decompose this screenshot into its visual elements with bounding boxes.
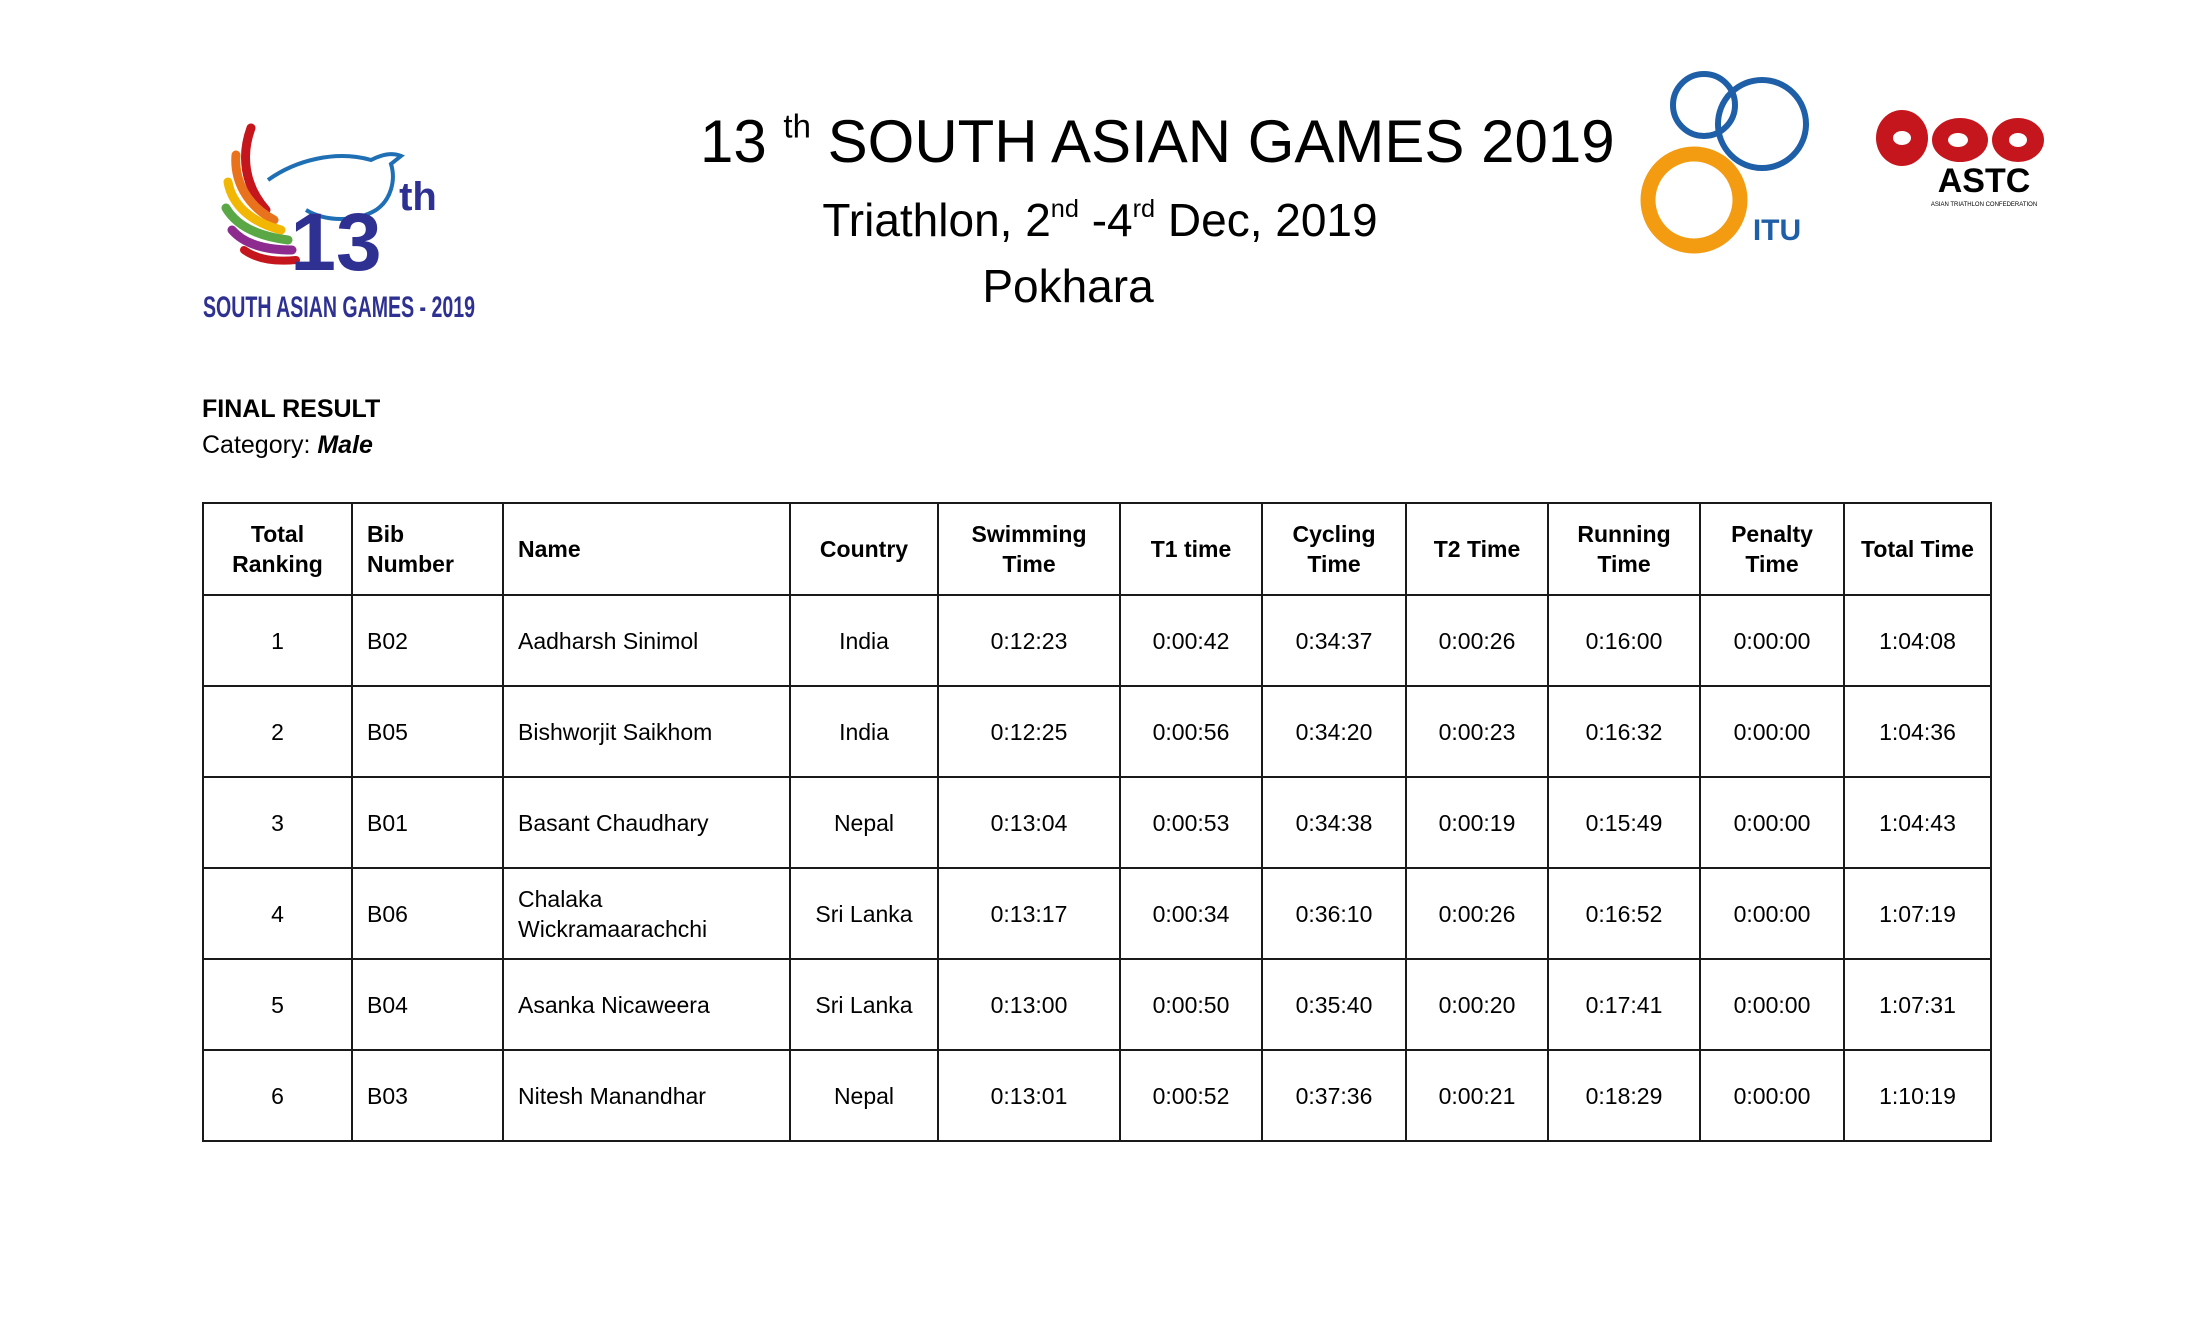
name-cell <box>503 868 790 959</box>
athlete-name-line: Chalaka <box>518 885 603 912</box>
table-row <box>203 777 1991 868</box>
rank-cell: 5 <box>203 959 352 1050</box>
column-header-line: Bib <box>367 521 405 547</box>
document-header <box>0 0 2200 330</box>
penalty-time-cell: 0:00:00 <box>1700 1050 1844 1141</box>
itu-logo <box>1632 60 1832 260</box>
sag-number: 13 <box>290 197 382 288</box>
swimming-time-cell: 0:13:00 <box>938 959 1120 1050</box>
table-row <box>203 868 1991 959</box>
column-header-name <box>503 503 790 595</box>
cycling-time-cell: 0:37:36 <box>1262 1050 1406 1141</box>
swimming-time-cell: 0:12:25 <box>938 686 1120 777</box>
total-time-cell: 1:07:31 <box>1844 959 1991 1050</box>
results-table-header <box>203 503 1991 595</box>
rank-cell: 2 <box>203 686 352 777</box>
penalty-time-cell: 0:00:00 <box>1700 868 1844 959</box>
athlete-name-line: Wickramaarachchi <box>518 915 708 942</box>
t2-time-cell: 0:00:20 <box>1406 959 1548 1050</box>
bib-cell: B04 <box>352 959 503 1050</box>
title-number: 13 <box>700 108 767 175</box>
country-cell: India <box>790 595 938 686</box>
t2-time-cell: 0:00:21 <box>1406 1050 1548 1141</box>
column-header-line: Country <box>819 536 909 562</box>
country-cell: Sri Lanka <box>790 959 938 1050</box>
results-table <box>202 502 1992 1142</box>
country-cell: Nepal <box>790 1050 938 1141</box>
column-header-line: Time <box>1307 551 1361 577</box>
swimming-time-cell: 0:13:17 <box>938 868 1120 959</box>
column-header-line: T2 Time <box>1433 536 1521 562</box>
running-time-cell: 0:16:32 <box>1548 686 1700 777</box>
title-suffix: th <box>783 107 811 145</box>
penalty-time-cell: 0:00:00 <box>1700 595 1844 686</box>
column-header-line: Time <box>1597 551 1651 577</box>
sag-suffix: th <box>399 175 437 219</box>
penalty-time-cell: 0:00:00 <box>1700 686 1844 777</box>
page-title <box>700 106 1615 178</box>
country-cell: Sri Lanka <box>790 868 938 959</box>
final-result-heading: FINAL RESULT <box>202 395 381 423</box>
rank-cell: 3 <box>203 777 352 868</box>
column-header-line: Time <box>1745 551 1799 577</box>
total-time-cell: 1:04:08 <box>1844 595 1991 686</box>
penalty-time-cell: 0:00:00 <box>1700 777 1844 868</box>
astc-subtext: ASIAN TRIATHLON CONFEDERATION <box>1930 202 2038 208</box>
swimming-time-cell: 0:13:04 <box>938 777 1120 868</box>
column-header-total-ranking <box>203 503 352 595</box>
title-text: SOUTH ASIAN GAMES 2019 <box>827 108 1615 175</box>
cycling-time-cell: 0:34:20 <box>1262 686 1406 777</box>
subtitle-part-1: Triathlon, 2 <box>822 194 1051 246</box>
column-header-t2-time <box>1406 503 1548 595</box>
t1-time-cell: 0:00:53 <box>1120 777 1262 868</box>
astc-text: ASTC <box>1937 162 2031 200</box>
event-subtitle <box>700 192 1500 248</box>
bib-cell: B03 <box>352 1050 503 1141</box>
penalty-time-cell: 0:00:00 <box>1700 959 1844 1050</box>
t1-time-cell: 0:00:56 <box>1120 686 1262 777</box>
bib-cell: B06 <box>352 868 503 959</box>
table-row <box>203 1050 1991 1141</box>
rank-cell: 4 <box>203 868 352 959</box>
column-header-line: Number <box>367 551 454 577</box>
running-time-cell: 0:18:29 <box>1548 1050 1700 1141</box>
name-cell <box>503 959 790 1050</box>
column-header-line: Total <box>250 521 305 547</box>
t1-time-cell: 0:00:52 <box>1120 1050 1262 1141</box>
cycling-time-cell: 0:35:40 <box>1262 959 1406 1050</box>
t2-time-cell: 0:00:23 <box>1406 686 1548 777</box>
rank-cell: 1 <box>203 595 352 686</box>
column-header-total-time <box>1844 503 1991 595</box>
subtitle-part-3: Dec, 2019 <box>1155 194 1378 246</box>
itu-ring-small-icon <box>1673 74 1735 136</box>
itu-ring-orange-icon <box>1648 154 1740 246</box>
column-header-line: Swimming <box>971 521 1087 547</box>
subtitle-sup-1: nd <box>1050 195 1079 224</box>
athlete-name-line: Asanka Nicaweera <box>518 991 710 1018</box>
column-header-line: Total Time <box>1861 536 1974 562</box>
athlete-name-line: Bishworjit Saikhom <box>518 718 713 745</box>
t1-time-cell: 0:00:34 <box>1120 868 1262 959</box>
name-cell <box>503 1050 790 1141</box>
column-header-line: Name <box>518 536 581 562</box>
column-header-line: Running <box>1577 521 1671 547</box>
column-header-country <box>790 503 938 595</box>
name-cell <box>503 777 790 868</box>
cycling-time-cell: 0:34:38 <box>1262 777 1406 868</box>
table-row <box>203 959 1991 1050</box>
subtitle-part-2: -4 <box>1078 194 1133 246</box>
rank-cell: 6 <box>203 1050 352 1141</box>
column-header-cycling-time <box>1262 503 1406 595</box>
total-time-cell: 1:07:19 <box>1844 868 1991 959</box>
country-cell: Nepal <box>790 777 938 868</box>
swimming-time-cell: 0:12:23 <box>938 595 1120 686</box>
category-line <box>202 428 373 462</box>
sag-text: SOUTH ASIAN GAMES - 2019 <box>203 291 475 324</box>
name-cell <box>503 686 790 777</box>
t2-time-cell: 0:00:26 <box>1406 595 1548 686</box>
total-time-cell: 1:10:19 <box>1844 1050 1991 1141</box>
column-header-bib-number <box>352 503 503 595</box>
total-time-cell: 1:04:43 <box>1844 777 1991 868</box>
t2-time-cell: 0:00:26 <box>1406 868 1548 959</box>
running-time-cell: 0:15:49 <box>1548 777 1700 868</box>
t2-time-cell: 0:00:19 <box>1406 777 1548 868</box>
event-venue: Pokhara <box>982 260 1154 312</box>
athlete-name-line: Nitesh Manandhar <box>518 1082 706 1109</box>
column-header-line: Ranking <box>232 551 323 577</box>
header-row <box>203 503 1991 595</box>
category-value: Male <box>317 431 373 459</box>
bib-cell: B05 <box>352 686 503 777</box>
itu-text: ITU <box>1752 214 1802 247</box>
country-cell: India <box>790 686 938 777</box>
category-label: Category: <box>202 431 318 459</box>
subtitle-sup-2: rd <box>1132 195 1156 224</box>
t1-time-cell: 0:00:42 <box>1120 595 1262 686</box>
total-time-cell: 1:04:36 <box>1844 686 1991 777</box>
cycling-time-cell: 0:34:37 <box>1262 595 1406 686</box>
athlete-name-line: Aadharsh Sinimol <box>518 627 699 654</box>
astc-rings-icon <box>1876 110 2044 166</box>
results-table-body <box>203 595 1991 1141</box>
athlete-name-line: Basant Chaudhary <box>518 809 709 836</box>
astc-logo <box>1872 90 2052 220</box>
cycling-time-cell: 0:36:10 <box>1262 868 1406 959</box>
running-time-cell: 0:16:00 <box>1548 595 1700 686</box>
name-cell <box>503 595 790 686</box>
bib-cell: B01 <box>352 777 503 868</box>
column-header-line: Time <box>1002 551 1056 577</box>
table-row <box>203 686 1991 777</box>
column-header-line: T1 time <box>1150 536 1232 562</box>
column-header-penalty-time <box>1700 503 1844 595</box>
running-time-cell: 0:17:41 <box>1548 959 1700 1050</box>
running-time-cell: 0:16:52 <box>1548 868 1700 959</box>
column-header-swimming-time <box>938 503 1120 595</box>
column-header-line: Penalty <box>1731 521 1813 547</box>
column-header-t1-time <box>1120 503 1262 595</box>
bib-cell: B02 <box>352 595 503 686</box>
column-header-running-time <box>1548 503 1700 595</box>
t1-time-cell: 0:00:50 <box>1120 959 1262 1050</box>
swimming-time-cell: 0:13:01 <box>938 1050 1120 1141</box>
column-header-line: Cycling <box>1292 521 1376 547</box>
south-asian-games-logo <box>196 110 486 330</box>
table-row <box>203 595 1991 686</box>
